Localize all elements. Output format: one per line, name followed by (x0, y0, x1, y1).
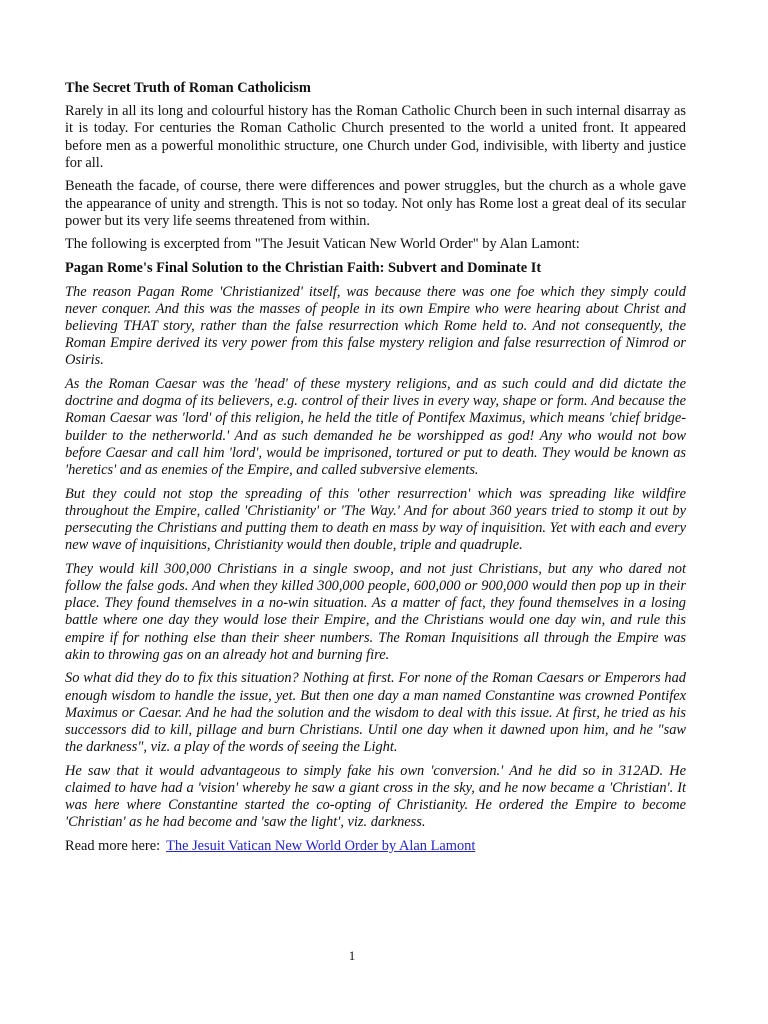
intro-paragraph: Beneath the facade, of course, there were differences and power struggles, but the church as a whole gave the appearance of unity and strength. This is not so today. Not only has Rome lost a great deal of its secular power but its very life seems threatened from within. (65, 178, 686, 229)
document-page (65, 80, 686, 862)
section-subheading: Pagan Rome's Final Solution to the Christian Faith: Subvert and Dominate It (65, 260, 542, 276)
read-more-line (65, 838, 686, 855)
read-more-label: Read more here: (65, 838, 161, 855)
excerpt-intro: The following is excerpted from "The Jesuit Vatican New World Order" by Alan Lamont: (65, 236, 580, 253)
intro-paragraph: Rarely in all its long and colourful history has the Roman Catholic Church been in such internal disarray as it is today. For centuries the Roman Catholic Church presented to the world a united front. It appeared before men as a powerful monolithic structure, one Church under God, indivisible, with liberty and justice for all. (65, 103, 686, 171)
quote-paragraph: The reason Pagan Rome 'Christianized' itself, was because there was one foe which they simply could never conquer. And this was the masses of people in its own Empire who were hearing about Christ and believing THAT story, rather than the false resurrection which Rome held to. And not consequently, the Roman Empire derived its very power from this false mystery religion and false resurrection of Nimrod or Osiris. (65, 283, 686, 369)
quote-paragraph: So what did they do to fix this situation? Nothing at first. For none of the Roman Caesars or Emperors had enough wisdom to handle the issue, yet. But then one day a man named Constantine was crowned Pontifex Maximus or Caesar. And he had the solution and the wisdom to deal with this issue. At first, he tried as his successors did to kill, pillage and burn Christians. Until one day when it dawned upon him, and he "saw the darkness", viz. a play of the words of seeing the Light. (65, 670, 686, 756)
read-more-link[interactable]: The Jesuit Vatican New World Order by Alan Lamont (166, 838, 476, 855)
quote-paragraph: They would kill 300,000 Christians in a single swoop, and not just Christians, but any who dared not follow the false gods. And when they killed 300,000 people, 600,000 or 900,000 would then pop up in their place. They found themselves in a no-win situation. As a matter of fact, they found themselves in a losing battle where one day they would lose their Empire, and the Christians would one day win, and rule this empire if for nothing else than their sheer numbers. The Roman Inquisitions all through the Empire was akin to throwing gas on an already hot and burning fire. (65, 560, 686, 663)
quote-paragraph: He saw that it would advantageous to simply fake his own 'conversion.' And he did so in 312AD. He claimed to have had a 'vision' whereby he saw a giant cross in the sky, and he now became a 'Christian'. It was here where Constantine started the co-opting of Christianity. He ordered the Empire to become 'Christian' as he had become and 'saw the light', viz. darkness. (65, 762, 686, 831)
document-title: The Secret Truth of Roman Catholicism (65, 80, 311, 96)
quote-paragraph: As the Roman Caesar was the 'head' of these mystery religions, and as such could and did dictate the doctrine and dogma of its believers, e.g. control of their lives in every way, shape or form. And because the Roman Caesar was 'lord' of this religion, he held the title of Pontifex Maximus, which means 'chief bridge-builder to the netherworld.' And as such demanded he be worshipped as god! Any who would not bow before Caesar and call him 'lord', would be imprisoned, tortured or put to death. They would be known as 'heretics' and as enemies of the Empire, and called subversive elements. (65, 376, 686, 479)
quote-paragraph: But they could not stop the spreading of this 'other resurrection' which was spreading like wildfire throughout the Empire, called 'Christianity' or 'The Way.' And for about 360 years tried to stomp it out by persecuting the Christians and putting them to death en mass by way of inquisition. Yet with each and every new wave of inquisitions, Christianity would then double, triple and quadruple. (65, 485, 686, 554)
page-number: 1 (348, 948, 356, 963)
